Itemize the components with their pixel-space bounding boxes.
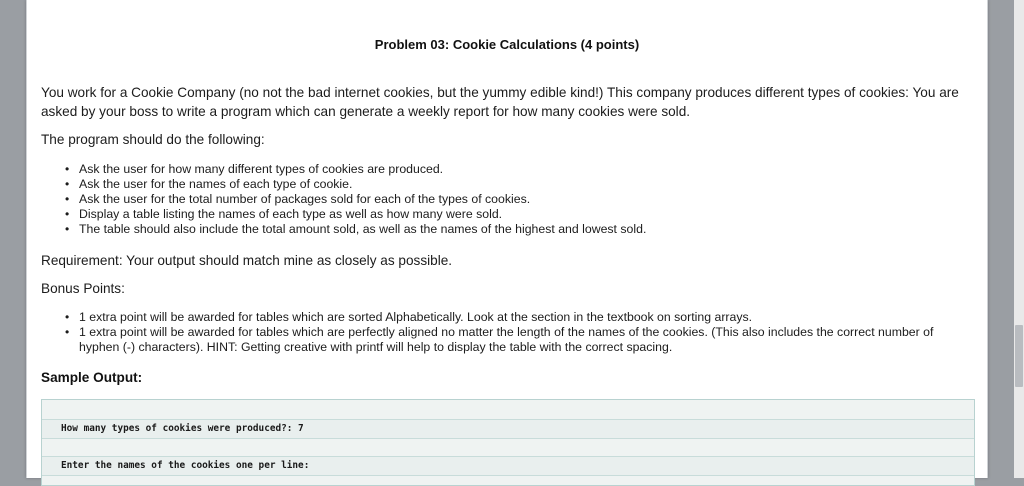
program-heading: The program should do the following:: [41, 132, 265, 147]
intro-paragraph: You work for a Cookie Company (no not the bad internet cookies, but the yummy edible kind!) This company produces different types of cookies: You are asked by your boss to write a program which can generate a weekly report for how many cookies were sold.: [41, 85, 959, 119]
problem-title: Problem 03: Cookie Calculations (4 points): [374, 37, 640, 52]
requirement-text: Requirement: Your output should match mine as closely as possible.: [41, 253, 453, 268]
document-page: [26, 0, 988, 478]
code-line: Enter the names of the cookies one per line:: [61, 460, 310, 471]
sample-output-box: [41, 399, 975, 486]
code-line: How many types of cookies were produced?: 7: [61, 423, 304, 434]
bonus-list: [65, 310, 965, 355]
list-item: • Ask the user for how many different types of cookies are produced.: [65, 162, 965, 177]
list-item: • Ask the user for the names of each type of cookie.: [65, 177, 965, 192]
list-item: • 1 extra point will be awarded for tables which are perfectly aligned no matter the length of the names of the cookies. (This also includes the correct number of hyphen (-) characters). HINT: Getting creative with printf will help to display the table with the correct spacing.: [65, 325, 965, 355]
list-item: • 1 extra point will be awarded for tables which are sorted Alphabetically. Look at the section in the textbook on sorting arrays.: [65, 310, 965, 325]
list-item: • Display a table listing the names of each type as well as how many were sold.: [65, 207, 965, 222]
task-list: [65, 162, 965, 237]
bonus-heading: Bonus Points:: [41, 281, 125, 296]
list-item: • The table should also include the total amount sold, as well as the names of the highest and lowest sold.: [65, 222, 965, 237]
scrollbar-thumb[interactable]: [1015, 325, 1023, 387]
sample-output-label: Sample Output:: [41, 370, 143, 385]
vertical-scrollbar[interactable]: [1014, 0, 1024, 478]
list-item: • Ask the user for the total number of packages sold for each of the types of cookies.: [65, 192, 965, 207]
